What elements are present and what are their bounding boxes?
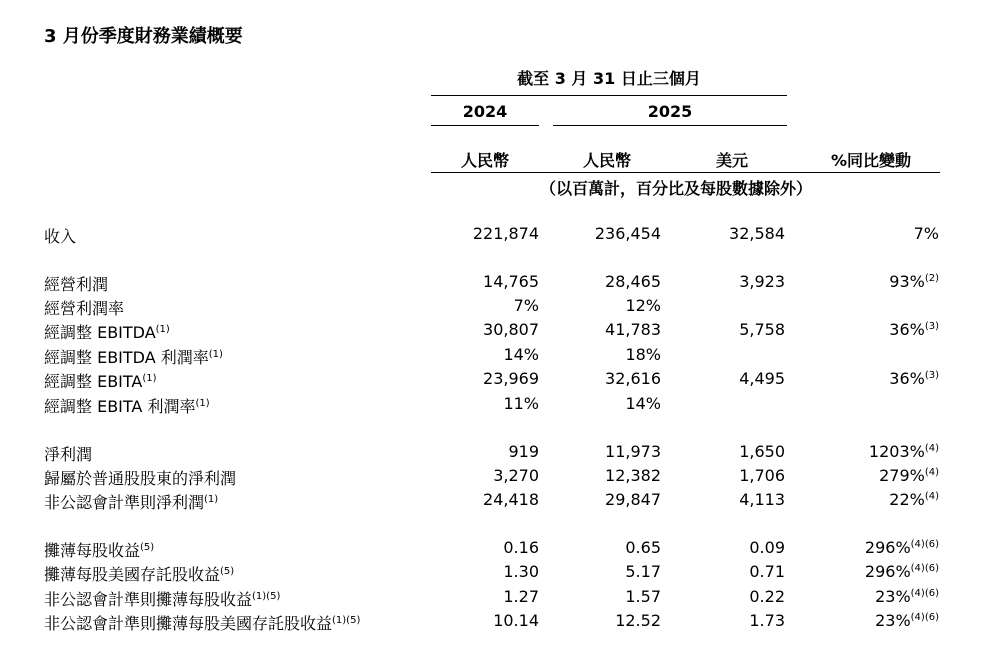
value-usd-2025 <box>749 562 785 581</box>
value-usd-2025-text: 5,758 <box>739 320 785 339</box>
row-label-text: 經調整 EBITA 利潤率 <box>44 397 196 416</box>
value-rmb-2024 <box>503 345 539 364</box>
value-rmb-2024-text: 3,270 <box>493 466 539 485</box>
value-rmb-2024 <box>493 611 539 630</box>
value-rmb-2025-text: 41,783 <box>605 320 661 339</box>
footnote-ref: (4) <box>924 467 939 478</box>
value-yoy-change <box>889 320 939 339</box>
footnote-ref: (1) <box>204 494 219 505</box>
row-label-text: 歸屬於普通股股東的淨利潤 <box>44 469 237 488</box>
row-label <box>44 538 154 561</box>
value-rmb-2024 <box>508 442 539 461</box>
value-rmb-2024-text: 7% <box>513 296 539 315</box>
value-usd-2025-text: 4,113 <box>739 490 785 509</box>
row-label-text: 經調整 EBITDA 利潤率 <box>44 348 209 367</box>
footnote-ref: (4)(6) <box>910 563 939 574</box>
value-rmb-2025-text: 12.52 <box>615 611 661 630</box>
value-yoy-change <box>865 562 939 581</box>
value-rmb-2024-text: 10.14 <box>493 611 539 630</box>
value-usd-2025-text: 3,923 <box>739 272 785 291</box>
year-2024-underline <box>431 125 539 126</box>
value-yoy-change <box>914 224 939 243</box>
row-label <box>44 272 108 295</box>
footnote-ref: (5) <box>140 542 155 553</box>
value-rmb-2025-text: 28,465 <box>605 272 661 291</box>
value-rmb-2025-text: 12,382 <box>605 466 661 485</box>
value-yoy-change <box>889 490 939 509</box>
value-rmb-2025 <box>605 466 661 485</box>
value-usd-2025-text: 0.71 <box>749 562 785 581</box>
currency-rmb-2025: 人民幣 <box>582 151 631 170</box>
row-label-text: 淨利潤 <box>44 445 93 464</box>
footnote-ref: (1) <box>155 324 170 335</box>
value-yoy-change-text: 7% <box>913 224 939 243</box>
value-rmb-2025 <box>625 296 661 315</box>
value-rmb-2025-text: 11,973 <box>605 442 661 461</box>
footnote-ref: (4) <box>924 443 939 454</box>
row-label-text: 經調整 EBITA <box>44 372 143 391</box>
value-rmb-2024 <box>503 538 539 557</box>
value-rmb-2025 <box>605 320 661 339</box>
value-rmb-2025 <box>615 611 661 630</box>
value-rmb-2024-text: 23,969 <box>483 369 539 388</box>
value-yoy-change-text: 279% <box>879 466 925 485</box>
value-usd-2025-text: 32,584 <box>729 224 785 243</box>
value-rmb-2025-text: 14% <box>625 394 661 413</box>
value-rmb-2025-text: 5.17 <box>625 562 661 581</box>
value-rmb-2024-text: 14% <box>503 345 539 364</box>
value-yoy-change <box>875 611 939 630</box>
footnote-ref: (4) <box>924 491 939 502</box>
footnote-ref: (5) <box>220 566 235 577</box>
year-2025-underline <box>553 125 787 126</box>
row-label-text: 收入 <box>44 227 77 246</box>
value-yoy-change-text: 93% <box>889 272 925 291</box>
value-rmb-2025 <box>595 224 661 243</box>
value-rmb-2025 <box>625 538 661 557</box>
value-rmb-2025 <box>605 490 661 509</box>
value-rmb-2025-text: 236,454 <box>594 224 661 243</box>
year-2025-header: 2025 <box>647 102 693 121</box>
value-yoy-change-text: 1203% <box>868 442 925 461</box>
row-label-text: 非公認會計準則淨利潤 <box>44 493 205 512</box>
value-rmb-2024 <box>473 224 539 243</box>
value-usd-2025-text: 0.09 <box>749 538 785 557</box>
unit-note: （以百萬計，百分比及每股數據除外） <box>540 179 813 198</box>
value-rmb-2024-text: 14,765 <box>483 272 539 291</box>
row-label-text: 非公認會計準則攤薄每股收益 <box>44 590 253 609</box>
footnote-ref: (3) <box>924 370 939 381</box>
row-label-text: 攤薄每股收益 <box>44 541 141 560</box>
value-yoy-change-text: 23% <box>875 587 911 606</box>
value-usd-2025 <box>739 272 785 291</box>
footnote-ref: (3) <box>924 321 939 332</box>
value-yoy-change <box>875 587 939 606</box>
footnote-ref: (1)(5) <box>252 591 281 602</box>
row-label <box>44 320 170 343</box>
value-rmb-2024 <box>483 272 539 291</box>
value-usd-2025 <box>749 611 785 630</box>
row-label <box>44 394 210 417</box>
value-usd-2025-text: 4,495 <box>739 369 785 388</box>
value-usd-2025-text: 1,706 <box>739 466 785 485</box>
value-yoy-change <box>889 272 939 291</box>
period-header: 截至 3 月 31 日止三個月 <box>517 69 701 88</box>
row-label-text: 非公認會計準則攤薄每股美國存託股收益 <box>44 614 333 633</box>
yoy-change-header: %同比變動 <box>830 151 912 170</box>
value-rmb-2024-text: 1.27 <box>503 587 539 606</box>
value-usd-2025-text: 0.22 <box>749 587 785 606</box>
row-label <box>44 224 76 247</box>
footnote-ref: (4)(6) <box>910 588 939 599</box>
value-rmb-2025-text: 32,616 <box>605 369 661 388</box>
value-rmb-2025 <box>605 272 661 291</box>
value-usd-2025 <box>739 320 785 339</box>
value-usd-2025 <box>729 224 785 243</box>
value-yoy-change-text: 36% <box>889 369 925 388</box>
value-usd-2025 <box>739 490 785 509</box>
value-yoy-change-text: 23% <box>875 611 911 630</box>
value-rmb-2024-text: 221,874 <box>472 224 539 243</box>
value-rmb-2025 <box>605 442 661 461</box>
value-rmb-2025-text: 18% <box>625 345 661 364</box>
footnote-ref: (1) <box>195 398 210 409</box>
row-label-text: 攤薄每股美國存託股收益 <box>44 565 221 584</box>
currency-rmb-2024: 人民幣 <box>460 151 509 170</box>
row-label <box>44 296 124 319</box>
value-rmb-2024-text: 0.16 <box>503 538 539 557</box>
value-usd-2025 <box>749 587 785 606</box>
value-yoy-change-text: 36% <box>889 320 925 339</box>
value-usd-2025 <box>749 538 785 557</box>
value-yoy-change <box>889 369 939 388</box>
value-rmb-2024 <box>483 320 539 339</box>
value-rmb-2024 <box>503 394 539 413</box>
row-label <box>44 442 92 465</box>
value-usd-2025 <box>739 369 785 388</box>
value-yoy-change-text: 22% <box>889 490 925 509</box>
row-label-text: 經調整 EBITDA <box>44 323 156 342</box>
value-rmb-2024 <box>514 296 539 315</box>
footnote-ref: (2) <box>924 273 939 284</box>
value-rmb-2024-text: 30,807 <box>483 320 539 339</box>
row-label <box>44 466 236 489</box>
row-label <box>44 345 223 368</box>
footnote-ref: (1) <box>142 373 157 384</box>
value-rmb-2024 <box>483 490 539 509</box>
row-label <box>44 611 360 634</box>
value-rmb-2024 <box>493 466 539 485</box>
row-label <box>44 490 218 513</box>
value-usd-2025 <box>739 466 785 485</box>
value-usd-2025 <box>739 442 785 461</box>
footnote-ref: (4)(6) <box>910 612 939 623</box>
value-yoy-change-text: 296% <box>864 562 911 581</box>
value-rmb-2025-text: 1.57 <box>625 587 661 606</box>
currency-underline <box>431 172 940 173</box>
value-rmb-2025-text: 29,847 <box>605 490 661 509</box>
footnote-ref: (1) <box>208 349 223 360</box>
value-rmb-2024-text: 24,418 <box>483 490 539 509</box>
value-rmb-2025 <box>625 394 661 413</box>
row-label <box>44 562 234 585</box>
value-yoy-change <box>879 466 939 485</box>
value-yoy-change-text: 296% <box>864 538 911 557</box>
row-label <box>44 587 280 610</box>
row-label-text: 經營利潤 <box>44 275 109 294</box>
value-rmb-2025 <box>605 369 661 388</box>
footnote-ref: (1)(5) <box>332 615 361 626</box>
value-rmb-2025 <box>625 587 661 606</box>
value-rmb-2024 <box>503 562 539 581</box>
value-rmb-2025-text: 0.65 <box>625 538 661 557</box>
row-label <box>44 369 157 392</box>
page-title: 3 月份季度財務業績概要 <box>44 26 243 47</box>
footnote-ref: (4)(6) <box>910 539 939 550</box>
value-rmb-2025-text: 12% <box>625 296 661 315</box>
value-rmb-2024 <box>503 587 539 606</box>
value-usd-2025-text: 1,650 <box>739 442 785 461</box>
value-yoy-change <box>865 538 939 557</box>
year-2024-header: 2024 <box>462 102 508 121</box>
value-rmb-2024 <box>483 369 539 388</box>
value-rmb-2025 <box>625 562 661 581</box>
row-label-text: 經營利潤率 <box>44 299 125 318</box>
value-rmb-2025 <box>625 345 661 364</box>
period-underline <box>431 95 787 96</box>
value-yoy-change <box>869 442 939 461</box>
value-usd-2025-text: 1.73 <box>749 611 785 630</box>
value-rmb-2024-text: 11% <box>503 394 539 413</box>
currency-usd-2025: 美元 <box>715 151 748 170</box>
value-rmb-2024-text: 1.30 <box>503 562 539 581</box>
value-rmb-2024-text: 919 <box>508 442 539 461</box>
